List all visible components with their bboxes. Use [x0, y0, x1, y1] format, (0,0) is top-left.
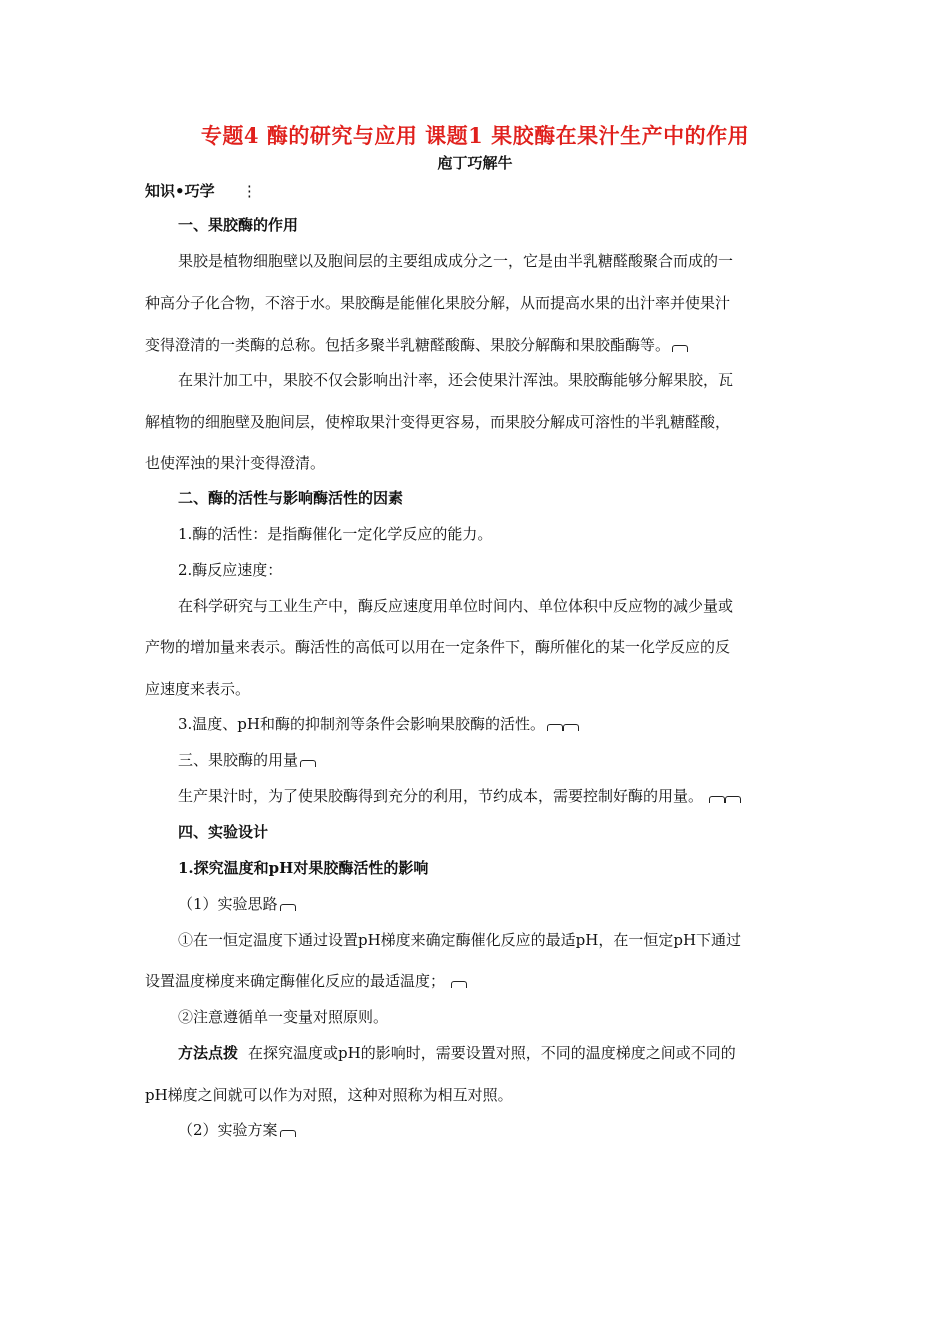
annotation-mark	[563, 724, 579, 731]
paragraph-line: 果胶是植物细胞壁以及胞间层的主要组成成分之一，它是由半乳糖醛酸聚合而成的一	[178, 252, 734, 270]
paragraph-line: 生产果汁时，为了使果胶酶得到充分的利用，节约成本，需要控制好酶的用量。	[178, 785, 741, 806]
paragraph-line: 3.温度、pH和酶的抑制剂等条件会影响果胶酶的活性。	[178, 713, 579, 734]
paragraph-line: 应速度来表示。	[145, 680, 251, 698]
heading-1: 一、果胶酶的作用	[178, 216, 299, 234]
annotation-mark	[451, 981, 467, 988]
section-label-line	[145, 180, 257, 201]
paragraph-line: 也使浑浊的果汁变得澄清。	[145, 454, 326, 472]
paragraph-line: 在科学研究与工业生产中，酶反应速度用单位时间内、单位体积中反应物的减少量或	[178, 597, 734, 615]
subheading: 1.探究温度和pH对果胶酶活性的影响	[178, 859, 429, 877]
paragraph-line: 2.酶反应速度：	[178, 561, 283, 579]
annotation-mark	[300, 760, 316, 767]
heading-4: 四、实验设计	[178, 823, 269, 841]
page-subtitle: 庖丁巧解牛	[437, 154, 513, 172]
paragraph-line: 变得澄清的一类酶的总称。包括多聚半乳糖醛酸酶、果胶分解酶和果胶酯酶等。	[145, 334, 688, 355]
paragraph-line: （2）实验方案	[178, 1119, 296, 1140]
annotation-mark	[672, 345, 688, 352]
section-label: 知识•巧学	[145, 182, 215, 200]
tip-line: 方法点拨 在探究温度或pH的影响时，需要设置对照，不同的温度梯度之间或不同的	[178, 1044, 736, 1062]
paragraph-line: 种高分子化合物，不溶于水。果胶酶是能催化果胶分解，从而提高水果的出汁率并使果汁	[145, 294, 731, 312]
annotation-mark	[280, 904, 296, 911]
paragraph-line: （1）实验思路	[178, 893, 296, 914]
section-separator: ⋮	[241, 182, 257, 200]
annotation-mark	[725, 796, 741, 803]
annotation-mark	[709, 796, 725, 803]
paragraph-line: ②注意遵循单一变量对照原则。	[178, 1008, 389, 1026]
tip-label: 方法点拨	[178, 1044, 239, 1062]
heading-3: 三、果胶酶的用量	[178, 749, 316, 770]
paragraph-line: pH梯度之间就可以作为对照，这种对照称为相互对照。	[145, 1086, 513, 1104]
annotation-mark	[280, 1130, 296, 1137]
page-title: 专题4 酶的研究与应用 课题1 果胶酶在果汁生产中的作用	[200, 123, 750, 148]
heading-2: 二、酶的活性与影响酶活性的因素	[178, 489, 404, 507]
paragraph-line: 解植物的细胞壁及胞间层，使榨取果汁变得更容易，而果胶分解成可溶性的半乳糖醛酸，	[145, 413, 731, 431]
paragraph-line: 设置温度梯度来确定酶催化反应的最适温度；	[145, 970, 467, 991]
paragraph-line: 产物的增加量来表示。酶活性的高低可以用在一定条件下，酶所催化的某一化学反应的反	[145, 638, 731, 656]
paragraph-line: 在果汁加工中，果胶不仅会影响出汁率，还会使果汁浑浊。果胶酶能够分解果胶，瓦	[178, 371, 734, 389]
paragraph-line: ①在一恒定温度下通过设置pH梯度来确定酶催化反应的最适pH，在一恒定pH下通过	[178, 931, 742, 949]
paragraph-line: 1.酶的活性：是指酶催化一定化学反应的能力。	[178, 525, 493, 543]
annotation-mark	[547, 724, 563, 731]
